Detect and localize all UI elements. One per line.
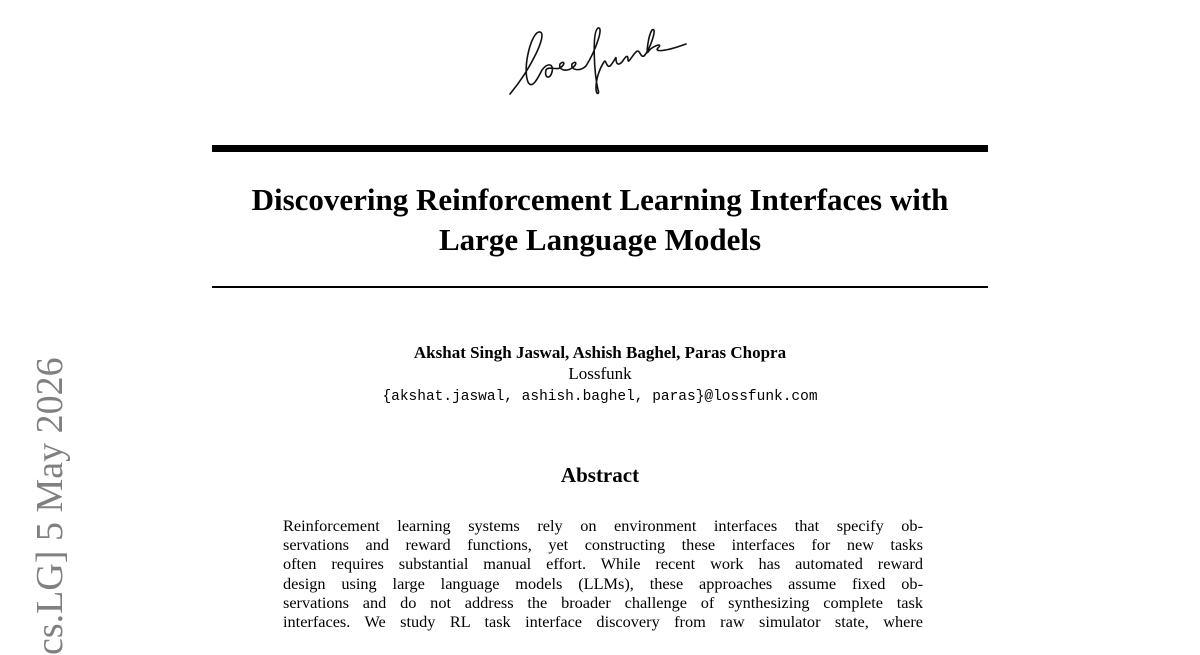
title-bottom-rule: [212, 286, 988, 288]
title-line: Discovering Reinforcement Learning Interfaces with: [251, 182, 949, 217]
top-rule: [212, 145, 988, 152]
affiliation: Lossfunk: [568, 364, 632, 383]
arxiv-sidebar-stamp: cs.LG] 5 May 2026: [29, 357, 71, 655]
abstract-line: interfaces. We study RL task interface discovery from raw simulator state, where: [283, 612, 923, 632]
abstract-heading: Abstract: [560, 463, 640, 487]
author-emails: {akshat.jaswal, ashish.baghel, paras}@lossfunk.com: [382, 389, 818, 405]
abstract-line: servations and reward functions, yet constructing these interfaces for new tasks: [283, 535, 923, 555]
lossfunk-logo: [500, 12, 700, 102]
title-line: Large Language Models: [438, 222, 762, 257]
paper-title: [212, 180, 988, 260]
abstract-body: [283, 516, 923, 631]
author-list: Akshat Singh Jaswal, Ashish Baghel, Paras Chopra: [413, 343, 787, 362]
abstract-line: servations and do not address the broader challenge of synthesizing complete task: [283, 592, 923, 612]
abstract-line: Reinforcement learning systems rely on environment interfaces that specify ob-: [283, 516, 923, 535]
abstract-line: design using large language models (LLMs), these approaches assume fixed ob-: [283, 573, 923, 593]
abstract-line: often requires substantial manual effort. While recent work has automated reward: [283, 554, 923, 574]
